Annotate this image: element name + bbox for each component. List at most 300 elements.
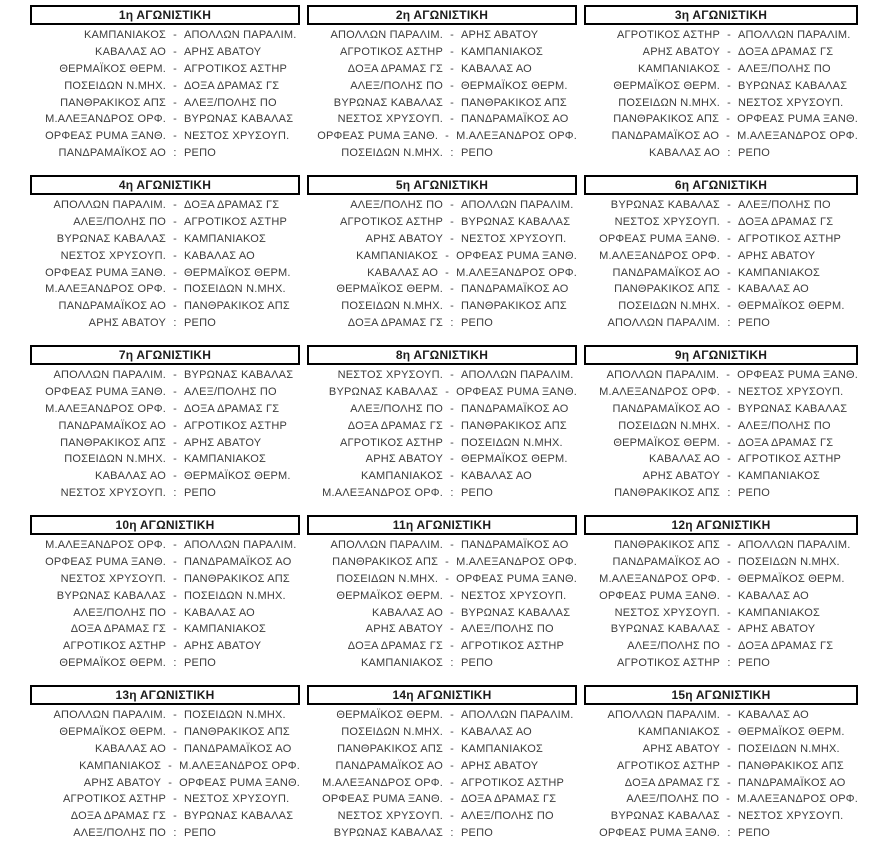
away-team: ΑΠΟΛΛΩΝ ΠΑΡΑΛΙΜ. <box>461 369 574 381</box>
match-row <box>30 743 300 760</box>
home-team: ΑΠΟΛΛΩΝ ΠΑΡΑΛΙΜ. <box>53 709 166 721</box>
separator: : <box>727 827 731 840</box>
away-team: ΠΑΝΔΡΑΜΑΪΚΟΣ ΑΟ <box>461 539 569 551</box>
separator: - <box>173 283 177 296</box>
round-matches <box>30 535 300 674</box>
home-team: ΑΡΗΣ ΑΒΑΤΟΥ <box>83 776 162 789</box>
separator: - <box>727 29 731 41</box>
match-row <box>584 403 858 420</box>
away-team: ΑΛΕΞ/ΠΟΛΗΣ ΠΟ <box>461 810 554 823</box>
separator: - <box>173 79 177 92</box>
home-team: ΠΟΣΕΙΔΩΝ Ν.ΜΗΧ. <box>618 96 720 109</box>
away-team: ΠΑΝΔΡΑΜΑΪΚΟΣ ΑΟ <box>461 113 569 126</box>
match-row <box>584 63 858 80</box>
match-row <box>30 233 300 250</box>
separator: - <box>726 369 731 381</box>
separator: - <box>450 402 454 415</box>
match-row <box>584 97 858 114</box>
away-team: ΚΑΒΑΛΑΣ ΑΟ <box>461 725 532 738</box>
match-row <box>307 369 577 386</box>
match-row <box>307 810 577 827</box>
away-team: ΡΕΠΟ <box>738 317 770 330</box>
separator: - <box>445 249 450 262</box>
match-row <box>30 453 300 470</box>
home-team: ΑΓΡΟΤΙΚΟΣ ΑΣΤΗΡ <box>339 215 443 228</box>
away-team: ΠΑΝΘΡΑΚΙΚΟΣ ΑΠΣ <box>461 300 567 313</box>
home-team: ΑΡΗΣ ΑΒΑΤΟΥ <box>365 453 443 466</box>
match-row <box>30 267 300 284</box>
separator: : <box>450 657 454 670</box>
separator: - <box>173 606 177 619</box>
match-row <box>584 369 858 386</box>
match-row <box>307 403 577 420</box>
match-row <box>30 97 300 114</box>
separator: - <box>727 385 731 398</box>
separator: - <box>727 249 731 262</box>
away-team: ΠΑΝΔΡΑΜΑΪΚΟΣ ΑΟ <box>461 402 569 415</box>
away-team: ΚΑΒΑΛΑΣ ΑΟ <box>461 470 532 483</box>
separator: - <box>727 436 731 449</box>
separator: - <box>727 419 731 432</box>
home-team: ΑΛΕΞ/ΠΟΛΗΣ ΠΟ <box>350 79 443 92</box>
match-row <box>307 46 577 63</box>
separator: - <box>450 419 454 432</box>
home-team: ΠΑΝΘΡΑΚΙΚΟΣ ΑΠΣ <box>614 283 720 296</box>
match-row <box>584 810 858 827</box>
home-team: ΠΟΣΕΙΔΩΝ Ν.ΜΗΧ. <box>64 453 166 466</box>
round-section <box>30 685 300 854</box>
home-team: ΟΡΦΕΑΣ PUMA ΞΑΝΘ. <box>599 589 720 602</box>
round-section <box>307 175 577 345</box>
match-row <box>584 267 858 284</box>
separator: - <box>450 810 454 823</box>
separator: - <box>727 199 731 211</box>
match-row <box>307 453 577 470</box>
home-team: Μ.ΑΛΕΞΑΝΔΡΟΣ ΟΡΦ. <box>45 113 166 126</box>
away-team: ΡΕΠΟ <box>184 487 216 500</box>
home-team: ΑΠΟΛΛΩΝ ΠΑΡΑΛΙΜ. <box>53 369 166 381</box>
away-team: ΑΠΟΛΛΩΝ ΠΑΡΑΛΙΜ. <box>461 199 574 211</box>
away-team: ΡΕΠΟ <box>184 317 216 330</box>
round-header <box>30 5 300 25</box>
round-section <box>307 345 577 515</box>
away-team: ΑΡΗΣ ΑΒΑΤΟΥ <box>184 640 262 653</box>
home-team: ΑΓΡΟΤΙΚΟΣ ΑΣΤΗΡ <box>616 657 720 670</box>
match-row <box>307 539 577 556</box>
separator: - <box>173 300 177 313</box>
away-team: ΠΟΣΕΙΔΩΝ Ν.ΜΗΧ. <box>738 742 840 755</box>
round-title: 7η ΑΓΩΝΙΣΤΙΚΗ <box>118 348 212 362</box>
match-row <box>30 199 300 216</box>
match-row <box>30 386 300 403</box>
separator: - <box>727 402 731 415</box>
separator: - <box>727 742 731 755</box>
home-team: ΝΕΣΤΟΣ ΧΡΥΣΟΥΠ. <box>337 113 443 126</box>
separator: - <box>173 385 177 398</box>
match-row <box>30 777 300 794</box>
separator: - <box>173 470 177 483</box>
separator: - <box>450 589 454 602</box>
away-team: ΘΕΡΜΑΪΚΟΣ ΘΕΡΜ. <box>738 572 845 585</box>
away-team: Μ.ΑΛΕΞΑΝΔΡΟΣ ΟΡΦ. <box>456 266 577 279</box>
round-section <box>30 345 300 515</box>
match-row <box>30 300 300 317</box>
match-row <box>584 420 858 437</box>
away-team: ΒΥΡΩΝΑΣ ΚΑΒΑΛΑΣ <box>184 810 294 823</box>
away-team: ΒΥΡΩΝΑΣ ΚΑΒΑΛΑΣ <box>738 402 848 415</box>
round-header <box>307 345 577 365</box>
away-team: ΑΓΡΟΤΙΚΟΣ ΑΣΤΗΡ <box>738 232 842 245</box>
match-row <box>307 573 577 590</box>
away-team: ΠΟΣΕΙΔΩΝ Ν.ΜΗΧ. <box>184 283 286 296</box>
round-matches <box>307 365 577 504</box>
match-row <box>584 726 858 743</box>
home-team: ΑΛΕΞ/ΠΟΛΗΣ ΠΟ <box>350 199 443 211</box>
home-team: ΠΑΝΘΡΑΚΙΚΟΣ ΑΠΣ <box>60 96 166 109</box>
separator: - <box>173 45 177 58</box>
away-team: ΡΕΠΟ <box>461 657 493 670</box>
separator: - <box>450 640 454 653</box>
separator: : <box>173 827 177 840</box>
round-header <box>30 685 300 705</box>
home-team: Μ.ΑΛΕΞΑΝΔΡΟΣ ΟΡΦ. <box>45 402 166 415</box>
separator: - <box>450 623 454 636</box>
separator: - <box>173 589 177 602</box>
home-team: ΠΑΝΔΡΑΜΑΪΚΟΣ ΑΟ <box>335 759 443 772</box>
home-team: ΔΟΞΑ ΔΡΑΜΑΣ ΓΣ <box>624 776 720 789</box>
away-team: ΚΑΒΑΛΑΣ ΑΟ <box>461 62 532 75</box>
round-title: 2η ΑΓΩΝΙΣΤΙΚΗ <box>395 8 489 22</box>
home-team: Μ.ΑΛΕΞΑΝΔΡΟΣ ΟΡΦ. <box>45 539 166 551</box>
home-team: Μ.ΑΛΕΞΑΝΔΡΟΣ ΟΡΦ. <box>599 572 720 585</box>
away-team: ΝΕΣΤΟΣ ΧΡΥΣΟΥΠ. <box>461 589 567 602</box>
home-team: ΑΛΕΞ/ΠΟΛΗΣ ΠΟ <box>73 827 166 840</box>
separator: - <box>173 436 177 449</box>
match-row <box>30 760 300 777</box>
separator: - <box>450 300 454 313</box>
match-row <box>584 216 858 233</box>
away-team: ΔΟΞΑ ΔΡΑΜΑΣ ΓΣ <box>184 199 280 211</box>
match-row <box>584 386 858 403</box>
home-team: ΑΡΗΣ ΑΒΑΤΟΥ <box>642 45 720 58</box>
round-title: 8η ΑΓΩΝΙΣΤΙΚΗ <box>395 348 489 362</box>
match-row <box>307 300 577 317</box>
match-row <box>307 250 577 267</box>
rounds-grid <box>30 5 862 854</box>
away-team: ΚΑΒΑΛΑΣ ΑΟ <box>738 589 809 602</box>
match-row <box>30 556 300 573</box>
away-team: ΟΡΦΕΑΣ PUMA ΞΑΝΘ. <box>456 249 577 262</box>
match-row <box>307 607 577 624</box>
separator: - <box>173 810 177 823</box>
away-team: ΠΑΝΔΡΑΜΑΪΚΟΣ ΑΟ <box>738 776 846 789</box>
separator: - <box>450 436 454 449</box>
away-team: ΠΟΣΕΙΔΩΝ Ν.ΜΗΧ. <box>461 436 563 449</box>
home-team: ΑΛΕΞ/ΠΟΛΗΣ ΠΟ <box>73 606 166 619</box>
home-team: ΔΟΞΑ ΔΡΑΜΑΣ ΓΣ <box>347 640 443 653</box>
home-team: ΠΑΝΘΡΑΚΙΚΟΣ ΑΠΣ <box>613 113 720 126</box>
separator: - <box>445 385 450 398</box>
separator: - <box>727 539 731 551</box>
separator: - <box>726 130 731 143</box>
home-team: ΑΠΟΛΛΩΝ ΠΑΡΑΛΙΜ. <box>606 369 720 381</box>
away-team: ΟΡΦΕΑΣ PUMA ΞΑΝΘ. <box>179 776 300 789</box>
home-team: ΔΟΞΑ ΔΡΑΜΑΣ ΓΣ <box>347 62 443 75</box>
separator: - <box>173 453 177 466</box>
away-team: Μ.ΑΛΕΞΑΝΔΡΟΣ ΟΡΦ. <box>456 130 577 143</box>
home-team: ΟΡΦΕΑΣ PUMA ΞΑΝΘ. <box>322 793 443 806</box>
separator: - <box>727 623 731 636</box>
match-row <box>30 420 300 437</box>
home-team: ΑΓΡΟΤΙΚΟΣ ΑΣΤΗΡ <box>339 436 443 449</box>
round-title: 13η ΑΓΩΝΙΣΤΙΚΗ <box>115 688 215 702</box>
round-section <box>30 5 300 175</box>
separator: - <box>727 266 731 279</box>
separator: - <box>450 199 454 211</box>
match-row <box>30 810 300 827</box>
away-team: ΘΕΡΜΑΪΚΟΣ ΘΕΡΜ. <box>184 266 291 279</box>
separator: : <box>450 317 454 330</box>
round-section <box>307 685 577 854</box>
match-row <box>307 640 577 657</box>
home-team: ΘΕΡΜΑΪΚΟΣ ΘΕΡΜ. <box>336 589 443 602</box>
separator: - <box>727 759 731 772</box>
away-team: ΡΕΠΟ <box>738 827 770 840</box>
away-team: ΚΑΜΠΑΝΙΑΚΟΣ <box>461 45 544 58</box>
match-row <box>30 793 300 810</box>
away-team: ΔΟΞΑ ΔΡΑΜΑΣ ΓΣ <box>184 79 280 92</box>
away-team: ΑΡΗΣ ΑΒΑΤΟΥ <box>461 29 539 41</box>
home-team: ΚΑΒΑΛΑΣ ΑΟ <box>649 453 720 466</box>
separator: - <box>727 725 731 738</box>
round-header <box>30 345 300 365</box>
round-section <box>307 5 577 175</box>
match-row <box>30 590 300 607</box>
away-team: ΘΕΡΜΑΪΚΟΣ ΘΕΡΜ. <box>184 470 291 483</box>
away-team: ΝΕΣΤΟΣ ΧΡΥΣΟΥΠ. <box>184 130 290 143</box>
match-row <box>30 147 300 164</box>
match-row <box>307 793 577 810</box>
home-team: Μ.ΑΛΕΞΑΝΔΡΟΣ ΟΡΦ. <box>599 249 720 262</box>
match-row <box>30 709 300 726</box>
match-row <box>30 80 300 97</box>
separator: - <box>173 725 177 738</box>
home-team: ΑΠΟΛΛΩΝ ΠΑΡΑΛΙΜ. <box>607 317 720 330</box>
separator: - <box>173 130 177 143</box>
round-title: 6η ΑΓΩΝΙΣΤΙΚΗ <box>674 178 768 192</box>
match-row <box>584 147 858 164</box>
separator: - <box>173 419 177 432</box>
separator: : <box>727 487 731 500</box>
away-team: ΑΛΕΞ/ΠΟΛΗΣ ΠΟ <box>184 385 277 398</box>
match-row <box>307 743 577 760</box>
round-section <box>307 515 577 685</box>
home-team: ΟΡΦΕΑΣ PUMA ΞΑΝΘ. <box>45 385 166 398</box>
separator: - <box>173 640 177 653</box>
home-team: ΔΟΞΑ ΔΡΑΜΑΣ ΓΣ <box>347 419 443 432</box>
away-team: ΑΠΟΛΛΩΝ ΠΑΡΑΛΙΜ. <box>738 539 851 551</box>
separator: - <box>450 470 454 483</box>
home-team: ΑΠΟΛΛΩΝ ΠΑΡΑΛΙΜ. <box>330 29 443 41</box>
match-row <box>307 470 577 487</box>
separator: - <box>173 249 177 262</box>
home-team: ΒΥΡΩΝΑΣ ΚΑΒΑΛΑΣ <box>56 589 166 602</box>
round-title: 9η ΑΓΩΝΙΣΤΙΚΗ <box>674 348 768 362</box>
away-team: ΑΓΡΟΤΙΚΟΣ ΑΣΤΗΡ <box>461 640 565 653</box>
separator: - <box>727 470 731 483</box>
match-row <box>307 130 577 147</box>
match-row <box>30 470 300 487</box>
round-title: 1η ΑΓΩΝΙΣΤΙΚΗ <box>118 8 212 22</box>
match-row <box>307 216 577 233</box>
home-team: ΠΑΝΔΡΑΜΑΪΚΟΣ ΑΟ <box>612 402 720 415</box>
away-team: ΔΟΞΑ ΔΡΑΜΑΣ ΓΣ <box>738 436 834 449</box>
separator: - <box>727 62 731 75</box>
separator: - <box>727 453 731 466</box>
home-team: ΑΓΡΟΤΙΚΟΣ ΑΣΤΗΡ <box>62 793 166 806</box>
match-row <box>30 827 300 844</box>
match-row <box>30 216 300 233</box>
separator: - <box>450 725 454 738</box>
match-row <box>307 556 577 573</box>
home-team: ΠΟΣΕΙΔΩΝ Ν.ΜΗΧ. <box>618 419 720 432</box>
separator: - <box>173 199 177 211</box>
round-matches <box>584 195 858 334</box>
away-team: ΑΠΟΛΛΩΝ ΠΑΡΑΛΙΜ. <box>184 29 297 41</box>
home-team: ΠΑΝΔΡΑΜΑΪΚΟΣ ΑΟ <box>612 266 720 279</box>
separator: - <box>450 793 454 806</box>
match-row <box>584 46 858 63</box>
away-team: ΠΟΣΕΙΔΩΝ Ν.ΜΗΧ. <box>184 589 286 602</box>
round-matches <box>30 25 300 164</box>
home-team: ΒΥΡΩΝΑΣ ΚΑΒΑΛΑΣ <box>610 623 720 636</box>
home-team: ΚΑΒΑΛΑΣ ΑΟ <box>95 470 166 483</box>
separator: : <box>727 317 731 330</box>
home-team: ΑΓΡΟΤΙΚΟΣ ΑΣΤΗΡ <box>616 759 720 772</box>
round-header <box>584 175 858 195</box>
match-row <box>30 63 300 80</box>
round-title: 4η ΑΓΩΝΙΣΤΙΚΗ <box>118 178 212 192</box>
separator: : <box>727 147 731 160</box>
away-team: ΠΑΝΘΡΑΚΙΚΟΣ ΑΠΣ <box>461 419 567 432</box>
home-team: ΝΕΣΤΟΣ ΧΡΥΣΟΥΠ. <box>337 810 443 823</box>
round-header <box>307 685 577 705</box>
round-header <box>584 515 858 535</box>
separator: - <box>445 572 450 585</box>
home-team: ΑΡΗΣ ΑΒΑΤΟΥ <box>365 232 443 245</box>
separator: - <box>450 539 454 551</box>
match-row <box>30 46 300 63</box>
match-row <box>30 657 300 674</box>
match-row <box>30 437 300 454</box>
round-matches <box>307 25 577 164</box>
match-row <box>584 113 858 130</box>
home-team: Μ.ΑΛΕΞΑΝΔΡΟΣ ΟΡΦ. <box>322 776 443 789</box>
home-team: ΑΛΕΞ/ΠΟΛΗΣ ΠΟ <box>626 793 720 806</box>
separator: - <box>450 606 454 619</box>
away-team: ΟΡΦΕΑΣ PUMA ΞΑΝΘ. <box>456 572 577 585</box>
away-team: ΝΕΣΤΟΣ ΧΡΥΣΟΥΠ. <box>738 96 844 109</box>
away-team: ΚΑΜΠΑΝΙΑΚΟΣ <box>184 453 267 466</box>
match-row <box>584 539 858 556</box>
home-team: ΚΑΒΑΛΑΣ ΑΟ <box>372 606 443 619</box>
match-row <box>307 267 577 284</box>
home-team: ΠΟΣΕΙΔΩΝ Ν.ΜΗΧ. <box>341 725 443 738</box>
round-matches <box>307 195 577 334</box>
match-row <box>30 403 300 420</box>
separator: - <box>450 215 454 228</box>
round-section <box>584 175 858 345</box>
match-row <box>584 130 858 147</box>
home-team: ΚΑΒΑΛΑΣ ΑΟ <box>649 147 720 160</box>
separator: - <box>173 113 177 126</box>
home-team: ΝΕΣΤΟΣ ΧΡΥΣΟΥΠ. <box>60 249 166 262</box>
round-matches <box>30 195 300 334</box>
away-team: ΡΕΠΟ <box>184 827 216 840</box>
round-matches <box>584 25 858 164</box>
match-row <box>307 726 577 743</box>
match-row <box>30 623 300 640</box>
round-matches <box>30 365 300 504</box>
round-matches <box>584 535 858 674</box>
separator: - <box>726 113 731 126</box>
away-team: ΑΠΟΛΛΩΝ ΠΑΡΑΛΙΜ. <box>184 539 297 551</box>
round-title: 12η ΑΓΩΝΙΣΤΙΚΗ <box>671 518 771 532</box>
round-section <box>584 345 858 515</box>
match-row <box>584 709 858 726</box>
round-section <box>30 515 300 685</box>
separator: - <box>173 572 177 585</box>
home-team: ΘΕΡΜΑΪΚΟΣ ΘΕΡΜ. <box>613 436 720 449</box>
home-team: ΒΥΡΩΝΑΣ ΚΑΒΑΛΑΣ <box>610 199 720 211</box>
away-team: ΡΕΠΟ <box>738 147 770 160</box>
separator: : <box>727 657 731 670</box>
separator: - <box>727 215 731 228</box>
separator: - <box>173 555 177 568</box>
away-team: ΚΑΜΠΑΝΙΑΚΟΣ <box>738 266 821 279</box>
separator: - <box>450 369 454 381</box>
home-team: ΘΕΡΜΑΪΚΟΣ ΘΕΡΜ. <box>336 283 443 296</box>
home-team: ΠΑΝΘΡΑΚΙΚΟΣ ΑΠΣ <box>332 555 439 568</box>
match-row <box>584 470 858 487</box>
home-team: ΘΕΡΜΑΪΚΟΣ ΘΕΡΜ. <box>613 79 720 92</box>
home-team: ΘΕΡΜΑΪΚΟΣ ΘΕΡΜ. <box>336 709 443 721</box>
home-team: ΝΕΣΤΟΣ ΧΡΥΣΟΥΠ. <box>60 572 166 585</box>
match-row <box>30 607 300 624</box>
away-team: ΑΛΕΞ/ΠΟΛΗΣ ΠΟ <box>461 623 554 636</box>
away-team: ΑΛΕΞ/ΠΟΛΗΣ ΠΟ <box>184 96 277 109</box>
match-row <box>307 420 577 437</box>
home-team: ΟΡΦΕΑΣ PUMA ΞΑΝΘ. <box>45 266 166 279</box>
away-team: Μ.ΑΛΕΞΑΝΔΡΟΣ ΟΡΦ. <box>179 759 300 772</box>
match-row <box>584 233 858 250</box>
away-team: ΑΡΗΣ ΑΒΑΤΟΥ <box>461 759 539 772</box>
home-team: ΚΑΜΠΑΝΙΑΚΟΣ <box>83 29 166 41</box>
home-team: ΠΑΝΘΡΑΚΙΚΟΣ ΑΠΣ <box>337 742 443 755</box>
round-header <box>30 175 300 195</box>
separator: : <box>173 147 177 160</box>
match-row <box>30 113 300 130</box>
round-matches <box>307 705 577 844</box>
home-team: ΝΕΣΤΟΣ ΧΡΥΣΟΥΠ. <box>60 487 166 500</box>
match-row <box>584 623 858 640</box>
home-team: ΚΑΜΠΑΝΙΑΚΟΣ <box>356 249 439 262</box>
match-row <box>584 793 858 810</box>
home-team: ΠΑΝΘΡΑΚΙΚΟΣ ΑΠΣ <box>60 436 166 449</box>
match-row <box>30 487 300 504</box>
away-team: ΟΡΦΕΑΣ PUMA ΞΑΝΘ. <box>737 369 858 381</box>
home-team: ΑΡΗΣ ΑΒΑΤΟΥ <box>642 470 720 483</box>
